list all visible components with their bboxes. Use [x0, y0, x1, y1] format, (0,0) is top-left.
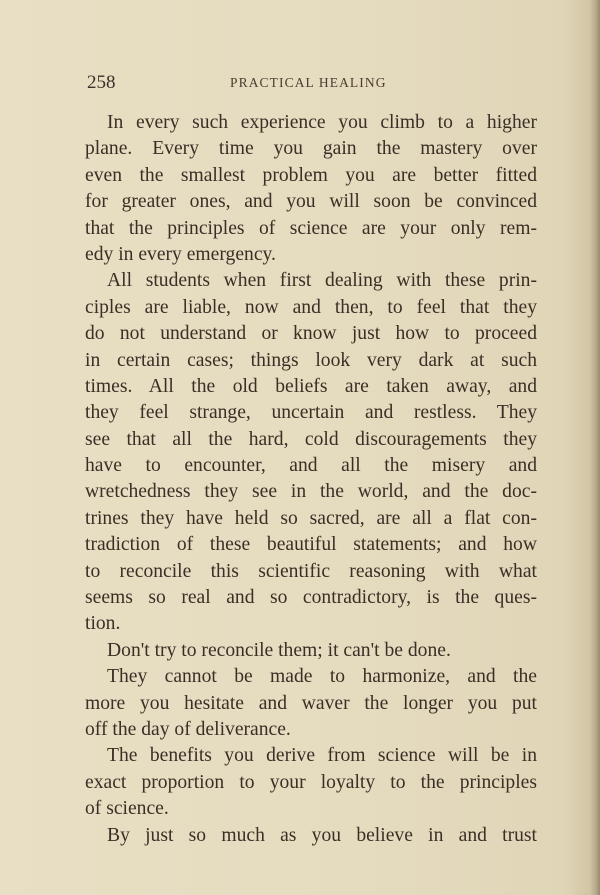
paragraph [85, 110, 537, 268]
text-line: of science. [85, 798, 169, 820]
text-line: to reconcile this scientific reasoning with what [85, 560, 537, 582]
text-line: for greater ones, and you will soon be convinced [85, 191, 537, 213]
paragraph [85, 743, 537, 822]
text-line: Don't try to reconcile them; it can't be done. [107, 639, 451, 661]
paragraph [85, 268, 537, 637]
text-line: they feel strange, uncertain and restless. They [85, 402, 537, 424]
text-line: even the smallest problem you are better fitted [85, 164, 537, 186]
paragraph [85, 823, 537, 849]
text-line: By just so much as you believe in and trust [107, 824, 537, 846]
text-line: more you hesitate and waver the longer you put [85, 692, 537, 714]
page-edge-shadow [590, 0, 600, 895]
text-line: off the day of deliverance. [85, 718, 291, 740]
text-line: have to encounter, and all the misery and [85, 455, 537, 477]
page-number: 258 [87, 72, 116, 93]
text-line: in certain cases; things look very dark at such [85, 349, 537, 371]
text-line: ciples are liable, now and then, to feel that they [85, 296, 537, 318]
text-line: They cannot be made to harmonize, and the [107, 666, 537, 688]
text-line: In every such experience you climb to a higher [107, 112, 537, 133]
text-line: trines they have held so sacred, are all a flat con- [85, 507, 537, 529]
text-line: The benefits you derive from science will be in [107, 745, 537, 767]
page-header [87, 72, 537, 96]
text-line: do not understand or know just how to proceed [85, 323, 537, 345]
running-head: PRACTICAL HEALING [230, 75, 387, 90]
text-line: seems so real and so contradictory, is the ques- [85, 587, 537, 609]
text-line: plane. Every time you gain the mastery over [85, 138, 537, 160]
text-line: see that all the hard, cold discouragements they [85, 428, 537, 450]
text-line: All students when first dealing with these prin- [107, 270, 537, 292]
text-line: tion. [85, 613, 121, 635]
text-line: wretchedness they see in the world, and the doc- [85, 481, 537, 503]
text-line: exact proportion to your loyalty to the principles [85, 771, 537, 793]
text-line: times. All the old beliefs are taken away, and [85, 375, 537, 397]
paragraph [85, 638, 537, 664]
text-line: tradiction of these beautiful statements; and how [85, 534, 537, 556]
paragraph [85, 664, 537, 743]
text-line: edy in every emergency. [85, 243, 276, 265]
page-body [85, 110, 537, 849]
text-line: that the principles of science are your only rem- [85, 217, 537, 239]
